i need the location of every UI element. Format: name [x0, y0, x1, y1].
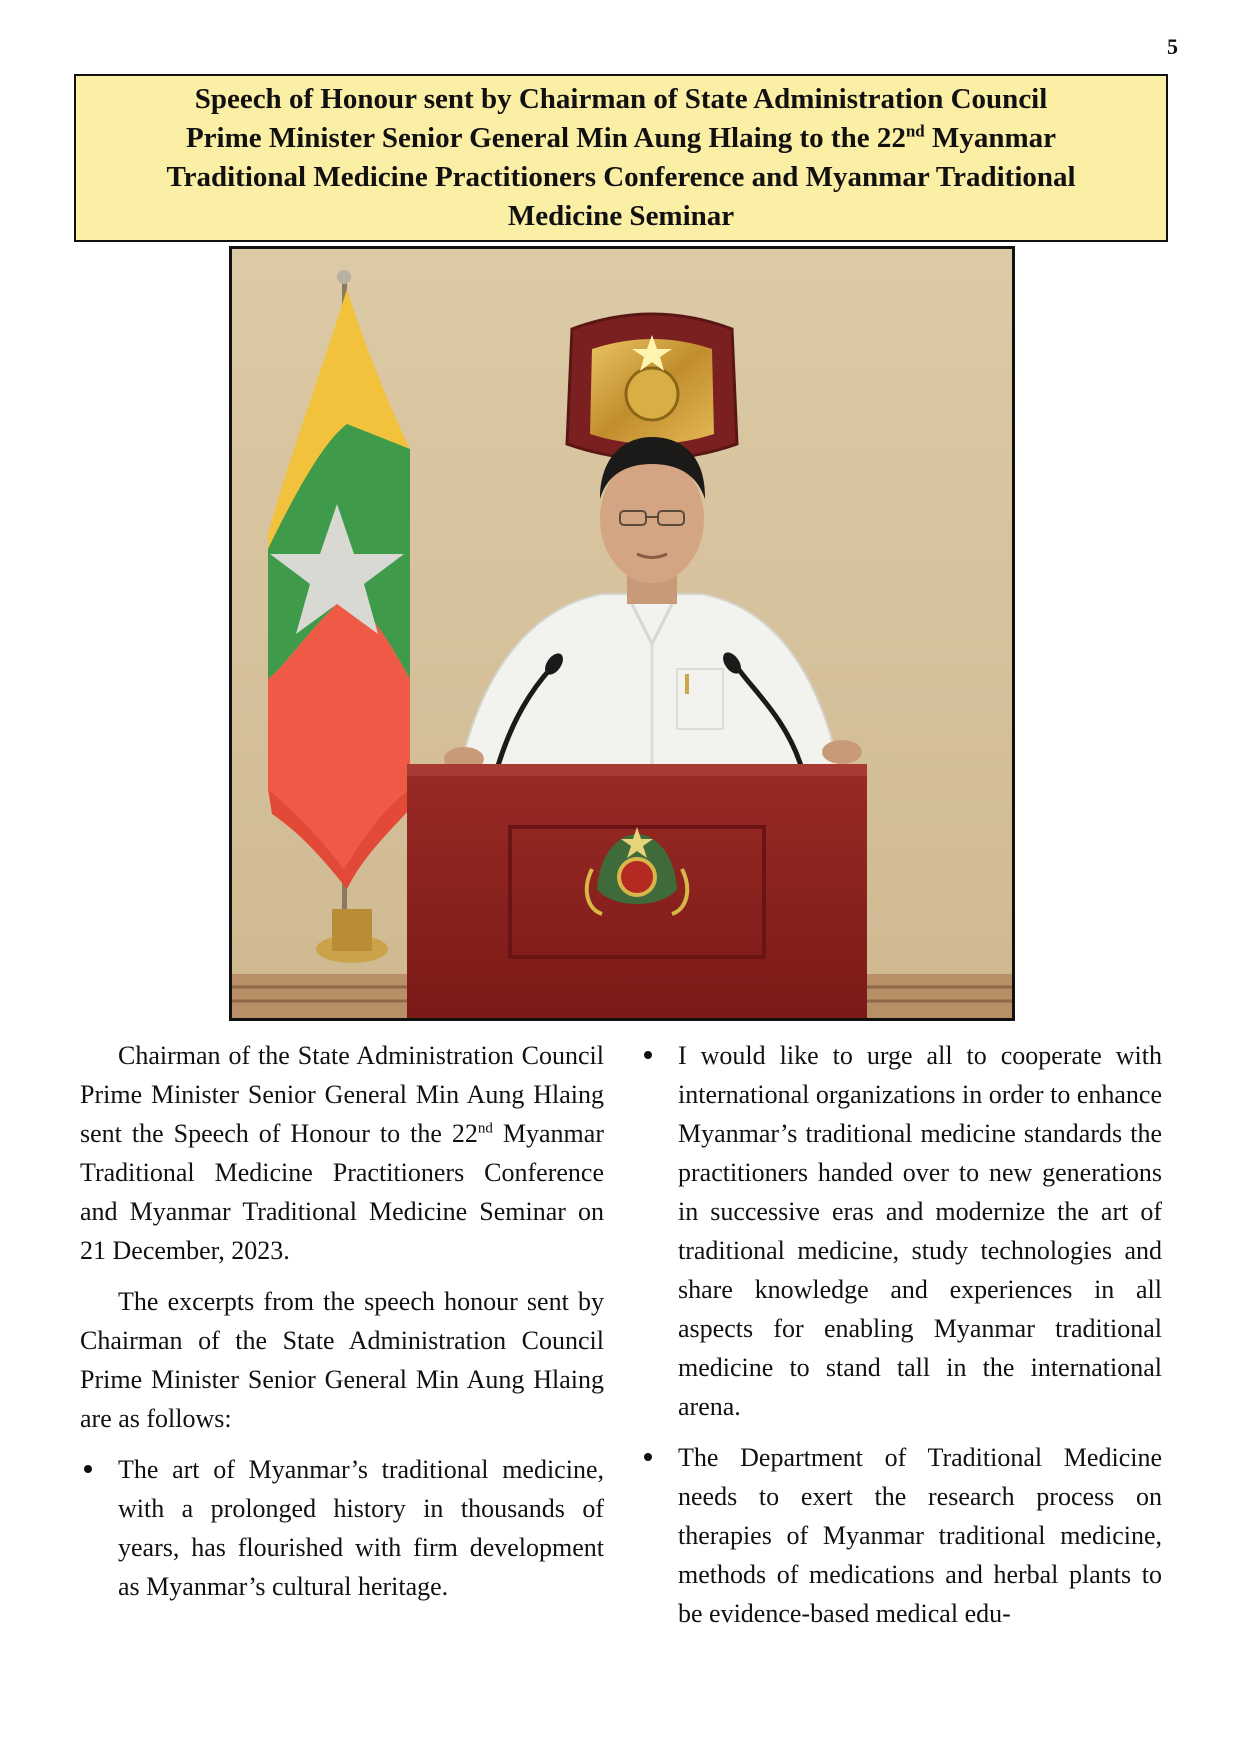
speech-photo-illustration — [232, 249, 1012, 1018]
intro-text-continued: Myanmar Traditional Medicine Practitioners Conference and Myanmar Traditional Medicine Seminar on 21 December, 2023. — [80, 1119, 604, 1265]
bullet-icon — [644, 1051, 652, 1059]
intro-text: Chairman of the State Administration Council Prime Minister Senior General Min Aung Hlaing sent the Speech of Honour to the 22 — [80, 1041, 604, 1148]
right-bullet-list — [640, 1036, 1162, 1633]
flag-pole-finial — [337, 270, 351, 284]
bullet-text: I would like to urge all to cooperate with international organizations in order to enhance Myanmar’s traditional medicine standards the practitioners handed over to new generations in successive eras and modernize the art of traditional medicine, study technologies and share knowledge and experiences in all aspects for enabling Myanmar traditional medicine to stand tall in the international arena. — [678, 1041, 1162, 1421]
title-line-2a: Prime Minister Senior General Min Aung Hlaing to the 22 — [185, 122, 906, 154]
page-title — [121, 80, 1121, 236]
excerpts-intro-paragraph: The excerpts from the speech honour sent by Chairman of the State Administration Council Prime Minister Senior General Min Aung Hlaing are as follows: — [80, 1287, 604, 1433]
left-column — [80, 1036, 604, 1618]
intro-paragraph — [80, 1036, 604, 1270]
title-line-2b: Myanmar — [924, 122, 1057, 154]
bullet-icon — [84, 1465, 92, 1473]
speech-photo — [229, 246, 1015, 1021]
title-line-4: Medicine Seminar — [507, 200, 735, 232]
title-line-3: Traditional Medicine Practitioners Conference and Myanmar Traditional — [166, 161, 1076, 193]
bullet-text: The art of Myanmar’s traditional medicine, with a prolonged history in thousands of years, has flourished with firm development as Myanmar’s cultural heritage. — [118, 1455, 604, 1601]
right-column — [640, 1036, 1162, 1645]
title-line-1: Speech of Honour sent by Chairman of State Administration Council — [194, 83, 1048, 115]
page-number: 5 — [1167, 34, 1178, 59]
list-item — [640, 1036, 1162, 1426]
list-item — [80, 1450, 604, 1606]
list-item — [640, 1438, 1162, 1633]
bullet-icon — [644, 1453, 652, 1461]
title-box — [74, 74, 1168, 242]
bullet-text: The Department of Traditional Medicine needs to exert the research process on therapies of Myanmar traditional medicine, methods of medications and herbal plants to be evidence-based medical edu- — [678, 1443, 1162, 1628]
intro-superscript: nd — [477, 1120, 493, 1137]
left-bullet-list — [80, 1450, 604, 1606]
speaker-right-hand — [822, 740, 862, 764]
title-superscript: nd — [905, 121, 925, 141]
